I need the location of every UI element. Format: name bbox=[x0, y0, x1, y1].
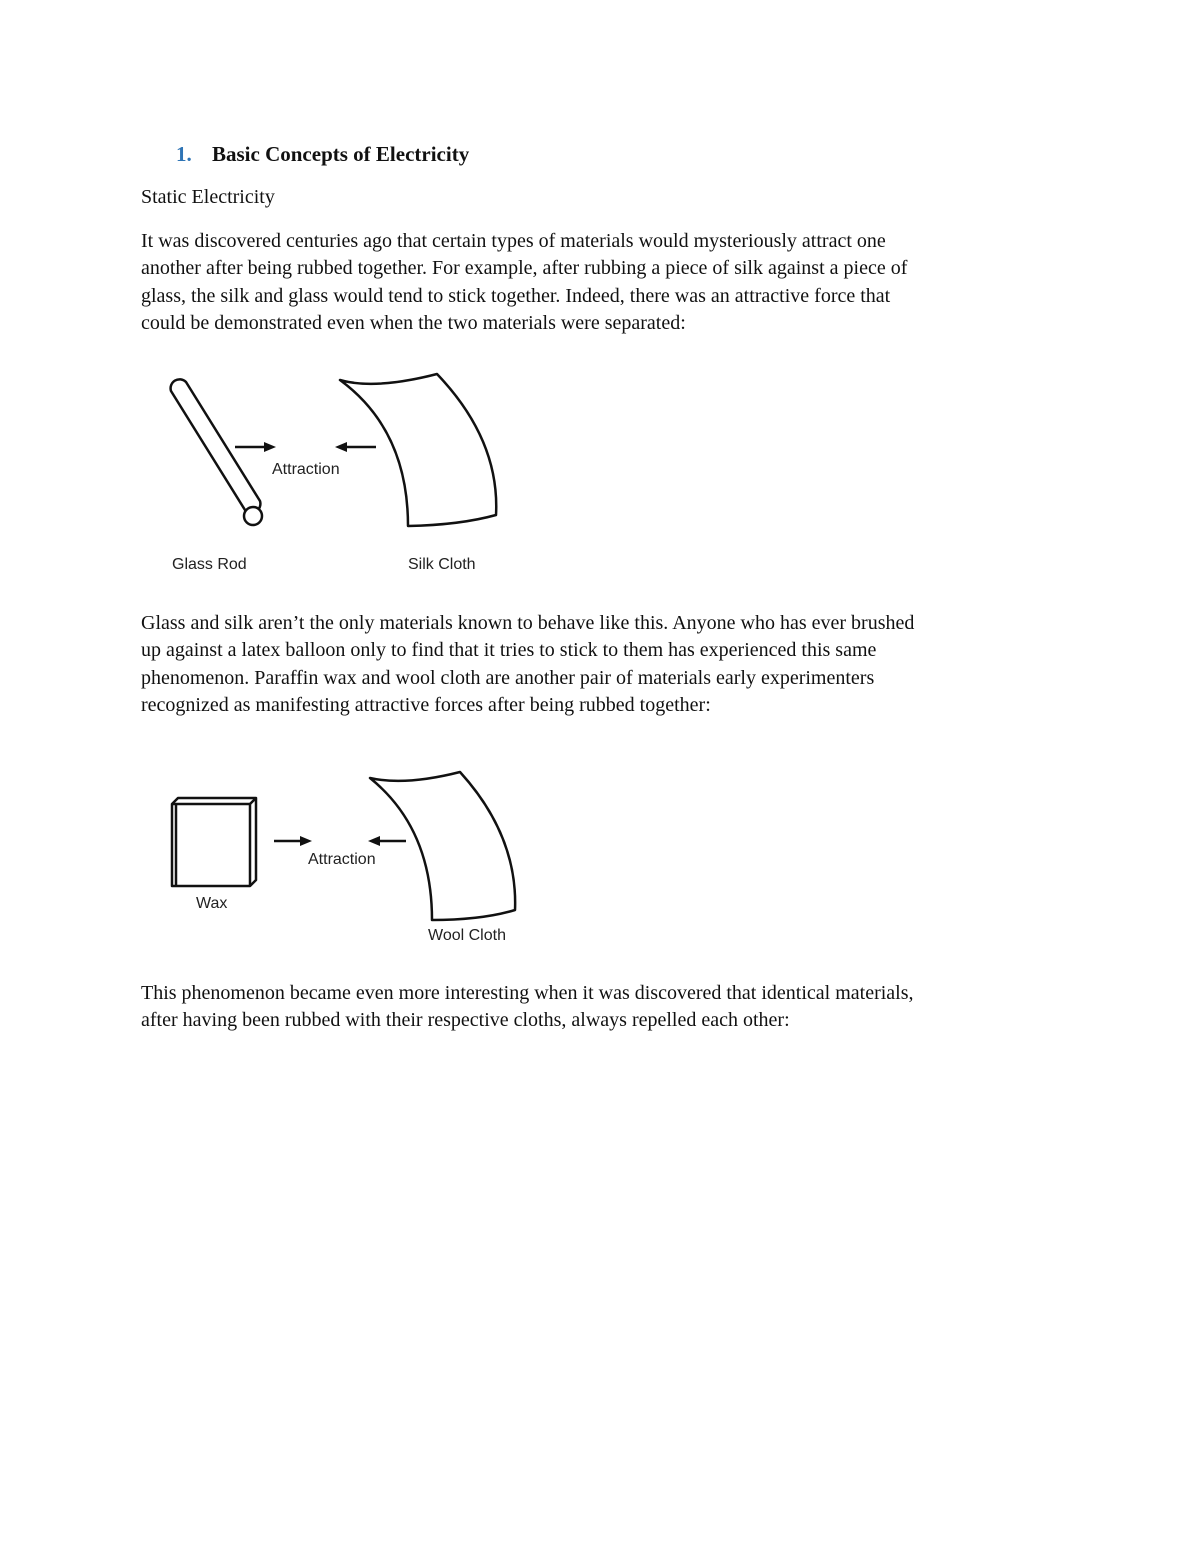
paragraph-line: could be demonstrated even when the two materials were separated: bbox=[141, 311, 686, 334]
silk-cloth-shape bbox=[340, 374, 496, 526]
attraction-label: Attraction bbox=[272, 461, 340, 478]
paragraph-intro bbox=[141, 228, 1071, 337]
heading-title: Basic Concepts of Electricity bbox=[212, 142, 470, 166]
paragraph-line: another after being rubbed together. For example, after rubbing a piece of silk against a piece of bbox=[141, 257, 908, 280]
wool-cloth-label: Wool Cloth bbox=[428, 927, 506, 944]
heading-number: 1. bbox=[176, 142, 192, 166]
arrow-left-icon bbox=[368, 836, 406, 846]
attraction-label: Attraction bbox=[308, 851, 376, 868]
paragraph-line: glass, the silk and glass would tend to stick together. Indeed, there was an attractive force that bbox=[141, 284, 891, 307]
paragraph-line: This phenomenon became even more interesting when it was discovered that identical materials, bbox=[141, 982, 914, 1004]
figure-wax-wool bbox=[160, 760, 540, 950]
paragraph-repulsion bbox=[141, 980, 1071, 1035]
wax-block-shape bbox=[172, 798, 256, 886]
paragraph-line: Glass and silk aren’t the only materials known to behave like this. Anyone who has ever brushed bbox=[141, 612, 915, 634]
section-heading bbox=[176, 142, 469, 167]
paragraph-other-materials bbox=[141, 610, 1071, 719]
paragraph-line: phenomenon. Paraffin wax and wool cloth are another pair of materials early experimenters bbox=[141, 666, 875, 689]
paragraph-line: It was discovered centuries ago that certain types of materials would mysteriously attract one bbox=[141, 230, 886, 252]
paragraph-line: after having been rubbed with their respective cloths, always repelled each other: bbox=[141, 1009, 790, 1032]
wool-cloth-shape bbox=[370, 772, 515, 920]
glass-rod-label: Glass Rod bbox=[172, 556, 247, 573]
arrow-left-icon bbox=[335, 442, 376, 452]
paragraph-line: up against a latex balloon only to find that it tries to stick to them has experienced this same bbox=[141, 639, 877, 662]
subheading: Static Electricity bbox=[141, 186, 275, 208]
silk-cloth-label: Silk Cloth bbox=[408, 556, 476, 573]
arrow-right-icon bbox=[235, 442, 276, 452]
paragraph-line: recognized as manifesting attractive forces after being rubbed together: bbox=[141, 693, 711, 716]
glass-rod-shape bbox=[171, 379, 262, 525]
arrow-right-icon bbox=[274, 836, 312, 846]
figure-glass-silk bbox=[150, 360, 530, 580]
wax-label: Wax bbox=[196, 895, 228, 912]
